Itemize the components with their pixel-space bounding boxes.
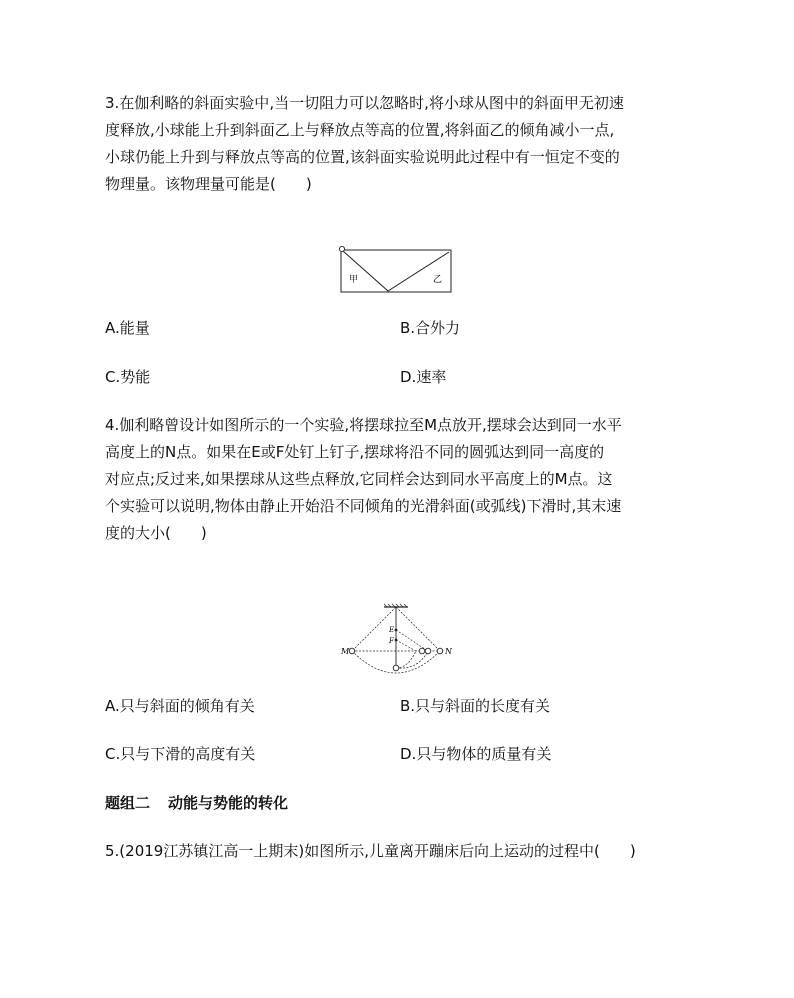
question-4-line: 对应点;反过来,如果摆球从这些点释放,它同样会达到同水平高度上的M点。这: [105, 470, 613, 488]
section-title: 动能与势能的转化: [168, 794, 289, 812]
ball-icon: [339, 246, 344, 251]
q4-option-d: D.只与物体的质量有关: [400, 745, 552, 763]
q3-option-d: D.速率: [400, 368, 447, 386]
nail-e-icon: [395, 629, 398, 632]
question-5-line: 5.(2019江苏镇江高一上期末)如图所示,儿童离开蹦床后向上运动的过程中( ): [105, 842, 636, 860]
question-3-line: 度释放,小球能上升到斜面乙上与释放点等高的位置,将斜面乙的倾角减小一点,: [105, 121, 615, 139]
q3-option-a: A.能量: [105, 319, 150, 337]
q4-option-a: A.只与斜面的倾角有关: [105, 697, 255, 715]
question-5-stem: [105, 838, 695, 865]
q4-option-b: B.只与斜面的长度有关: [400, 697, 551, 715]
label-n: N: [445, 647, 452, 656]
inclined-plane-figure: [336, 244, 456, 296]
q4-option-c: C.只与下滑的高度有关: [105, 745, 256, 763]
nail-f-icon: [395, 639, 398, 642]
label-f: F: [389, 637, 394, 645]
slope-yi-label: 乙: [433, 275, 443, 285]
label-e: E: [389, 626, 395, 634]
ball-icon: [425, 648, 431, 654]
label-m: M: [341, 647, 350, 656]
ball-icon: [419, 648, 425, 654]
q3-option-c: C.势能: [105, 368, 151, 386]
pendulum-figure: [336, 598, 462, 686]
section-group: 题组二: [105, 794, 151, 812]
question-4-line: 个实验可以说明,物体由静止开始沿不同倾角的光滑斜面(或弧线)下滑时,其末速: [105, 497, 622, 515]
question-4-stem: [105, 412, 695, 547]
section-heading: [105, 792, 288, 813]
question-3-line: 小球仍能上升到与释放点等高的位置,该斜面实验说明此过程中有一恒定不变的: [105, 148, 620, 166]
ball-m-icon: [349, 648, 355, 654]
question-4-line: 高度上的N点。如果在E或F处钉上钉子,摆球将沿不同的圆弧达到同一高度的: [105, 443, 605, 461]
question-3-line: 3.在伽利略的斜面实验中,当一切阻力可以忽略时,将小球从图中的斜面甲无初速: [105, 94, 624, 112]
ball-bottom-icon: [393, 665, 399, 671]
question-3-line: 物理量。该物理量可能是( ): [105, 175, 312, 193]
question-4-line: 4.伽利略曾设计如图所示的一个实验,将摆球拉至M点放开,摆球会达到同一水平: [105, 416, 622, 434]
question-4-line: 度的大小( ): [105, 524, 207, 542]
slope-jia-label: 甲: [349, 275, 359, 285]
q3-option-b: B.合外力: [400, 319, 461, 337]
question-3-stem: [105, 90, 695, 198]
slope-lines: [343, 251, 449, 291]
ball-n-icon: [437, 648, 443, 654]
